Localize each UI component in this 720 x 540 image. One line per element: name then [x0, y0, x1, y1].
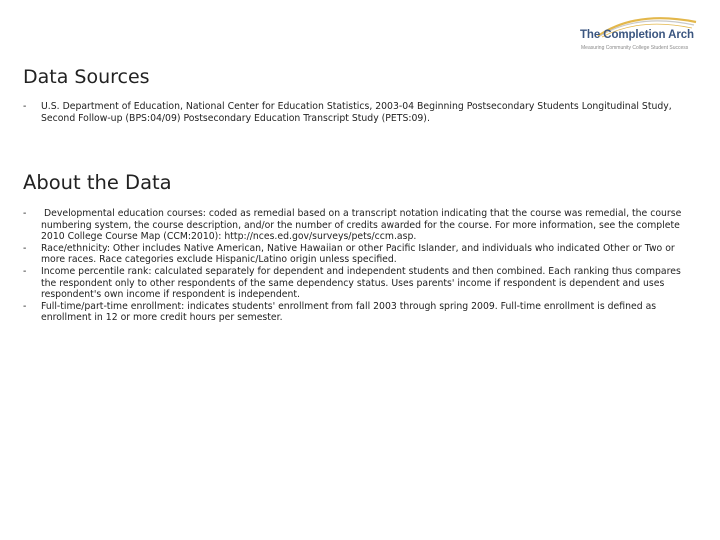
data-sources-list: [23, 101, 695, 124]
list-item: [23, 266, 695, 301]
data-sources-heading: Data Sources: [23, 66, 150, 88]
bullet-dash: -: [23, 242, 27, 254]
race-ethnicity-note: Race/ethnicity: Other includes Native American, Native Hawaiian or other Pacific Islander, and individuals who indicated Other or Two or more races. Race categories exclude Hispanic/Latino origin unless specified.: [41, 242, 675, 266]
enrollment-note: Full-time/part-time enrollment: indicates students' enrollment from fall 2003 through spring 2009. Full-time enrollment is defined as enrollment in 12 or more credit hours per semester.: [41, 300, 657, 324]
list-item: [23, 101, 695, 124]
completion-arch-logo: [576, 12, 716, 62]
about-the-data-heading: About the Data: [23, 171, 172, 194]
logo-title: The Completion Arch: [580, 29, 694, 41]
income-percentile-note: Income percentile rank: calculated separately for dependent and independent students and then combined. Each ranking thus compares the respondent only to other respondents of the same dependency status. Uses parents' income if respondent is dependent and uses respondent's own income if respondent is independent.: [41, 265, 681, 301]
bullet-dash: -: [23, 265, 27, 277]
logo-tagline: Measuring Community College Student Success: [581, 45, 689, 51]
list-item: [23, 243, 695, 266]
bullet-dash: -: [23, 208, 27, 219]
about-the-data-list: [23, 208, 695, 324]
list-item: [23, 208, 695, 243]
list-item: [23, 301, 695, 324]
bullet-dash: -: [23, 300, 27, 312]
bullet-dash: -: [23, 101, 27, 112]
data-source-text: U.S. Department of Education, National Center for Education Statistics, 2003-04 Beginning Postsecondary Students Longitudinal Study, Second Follow-up (BPS:04/09) Postsecondary Education Transcript Study (PETS:09).: [41, 101, 672, 124]
developmental-education-note: Developmental education courses: coded as remedial based on a transcript notation indicating that the course was remedial, the course numbering system, the course description, and/or the number of credits awarded for the course. For more information, see the complete 2010 College Course Map (CCM:2010): http://nces.ed.gov/surveys/pets/ccm.asp.: [41, 208, 685, 243]
